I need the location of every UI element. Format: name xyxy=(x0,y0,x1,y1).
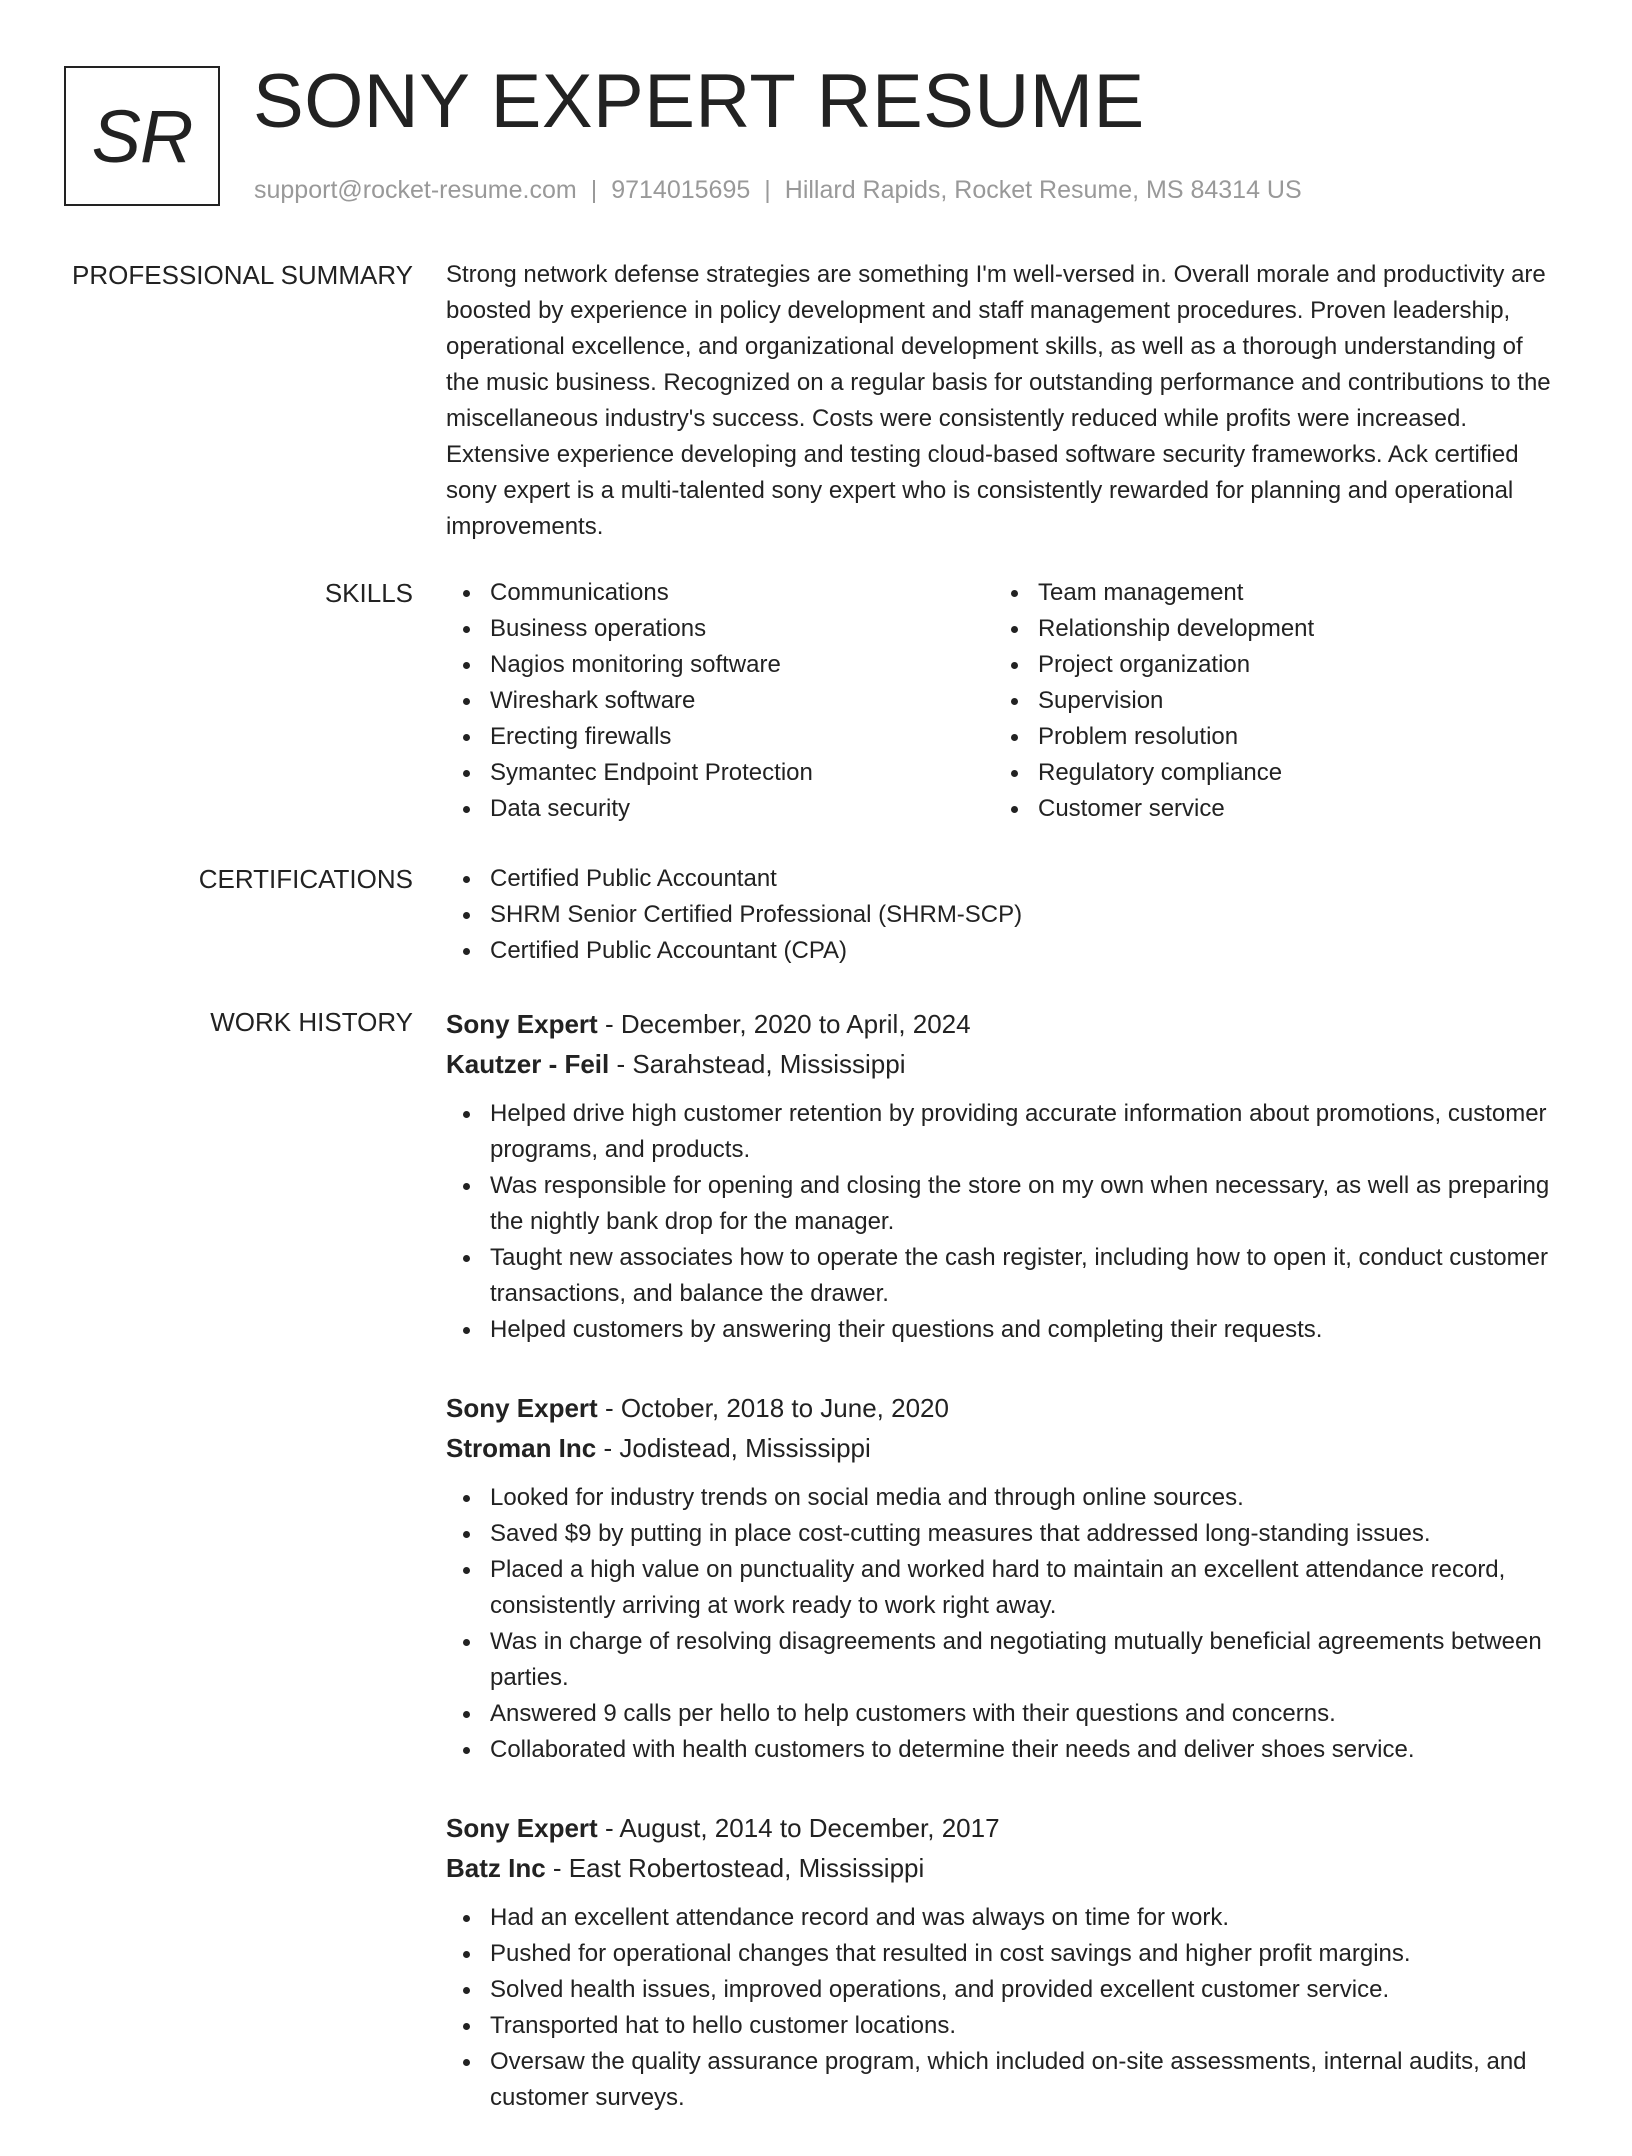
skill-item: Data security xyxy=(446,791,994,827)
contact-phone[interactable]: 9714015695 xyxy=(611,176,751,204)
job-company-line xyxy=(446,1428,1556,1468)
job-bullet: Helped customers by answering their questions and completing their requests. xyxy=(446,1312,1556,1348)
skill-item: Business operations xyxy=(446,611,994,647)
job-dates: - December, 2020 to April, 2024 xyxy=(597,1009,971,1039)
job-bullet: Was responsible for opening and closing the store on my own when necessary, as well as preparing the nightly bank drop for the manager. xyxy=(446,1168,1556,1240)
contact-separator: | xyxy=(764,176,771,204)
job-bullet: Answered 9 calls per hello to help customers with their questions and concerns. xyxy=(446,1696,1556,1732)
skill-item: Regulatory compliance xyxy=(994,755,1542,791)
skills-list-left xyxy=(446,575,994,827)
skill-item: Customer service xyxy=(994,791,1542,827)
contact-separator: | xyxy=(590,176,598,204)
skill-item: Wireshark software xyxy=(446,683,994,719)
summary-text: Strong network defense strategies are something I'm well-versed in. Overall morale and productivity are boosted by experience in policy development and staff management procedures. Proven leadership, operational excellence, and organizational development skills, as well as a thorough understanding of the music business. Recognized on a regular basis for outstanding performance and contributions to the miscellaneous industry's success. Costs were consistently reduced while profits were increased. Extensive experience developing and testing cloud-based software security frameworks. Ack certified sony expert is a multi-talented sony expert who is consistently rewarded for planning and operational improvements. xyxy=(446,261,1551,540)
skill-item: Supervision xyxy=(994,683,1542,719)
skill-item: Symantec Endpoint Protection xyxy=(446,755,994,791)
job-bullet: Pushed for operational changes that resulted in cost savings and higher profit margins. xyxy=(446,1936,1556,1972)
job-bullet: Taught new associates how to operate the cash register, including how to open it, conduct customer transactions, and balance the drawer. xyxy=(446,1240,1556,1312)
monogram-logo: SR xyxy=(64,66,220,206)
skill-item: Communications xyxy=(446,575,994,611)
job-entry xyxy=(446,1004,1556,1348)
job-company-line xyxy=(446,1044,1556,1084)
contact-address: Hillard Rapids, Rocket Resume, MS 84314 US xyxy=(784,176,1302,204)
job-title: Sony Expert xyxy=(446,1009,598,1039)
job-bullet: Solved health issues, improved operations, and provided excellent customer service. xyxy=(446,1972,1556,2008)
work-history-body xyxy=(446,1004,1556,2156)
certifications-heading: CERTIFICATIONS xyxy=(198,864,413,894)
job-title-line xyxy=(446,1808,1556,1848)
contact-email[interactable]: support@rocket-resume.com xyxy=(254,176,577,204)
job-bullet: Looked for industry trends on social media and through online sources. xyxy=(446,1480,1556,1516)
summary-body xyxy=(446,257,1556,545)
job-location: - East Robertostead, Mississippi xyxy=(545,1853,925,1883)
job-bullets xyxy=(446,1096,1556,1348)
job-dates: - October, 2018 to June, 2020 xyxy=(597,1393,949,1423)
certification-item: Certified Public Accountant xyxy=(446,861,1556,897)
skill-item: Erecting firewalls xyxy=(446,719,994,755)
resume-title: SONY EXPERT RESUME xyxy=(253,59,1145,144)
job-title: Sony Expert xyxy=(446,1393,598,1423)
skill-item: Problem resolution xyxy=(994,719,1542,755)
certifications-body xyxy=(446,861,1556,969)
job-bullets xyxy=(446,1900,1556,2116)
skill-item: Relationship development xyxy=(994,611,1542,647)
job-bullet: Saved $9 by putting in place cost-cutting measures that addressed long-standing issues. xyxy=(446,1516,1556,1552)
certification-item: Certified Public Accountant (CPA) xyxy=(446,933,1556,969)
skill-item: Nagios monitoring software xyxy=(446,647,994,683)
job-bullet: Had an excellent attendance record and was always on time for work. xyxy=(446,1900,1556,1936)
job-bullet: Was in charge of resolving disagreements and negotiating mutually beneficial agreements between parties. xyxy=(446,1624,1556,1696)
summary-heading: PROFESSIONAL SUMMARY xyxy=(72,260,413,290)
skills-list-right xyxy=(994,575,1542,827)
job-company: Stroman Inc xyxy=(446,1433,597,1463)
job-bullets xyxy=(446,1480,1556,1768)
skill-item: Team management xyxy=(994,575,1542,611)
job-bullet: Placed a high value on punctuality and worked hard to maintain an excellent attendance record, consistently arriving at work ready to work right away. xyxy=(446,1552,1556,1624)
skills-columns xyxy=(446,575,1556,827)
skills-heading: SKILLS xyxy=(324,578,413,608)
job-title: Sony Expert xyxy=(446,1813,598,1843)
job-title-line xyxy=(446,1004,1556,1044)
certifications-list xyxy=(446,861,1556,969)
job-entry xyxy=(446,1808,1556,2116)
certification-item: SHRM Senior Certified Professional (SHRM-SCP) xyxy=(446,897,1556,933)
job-bullet: Collaborated with health customers to determine their needs and deliver shoes service. xyxy=(446,1732,1556,1768)
job-entry xyxy=(446,1388,1556,1768)
job-bullet: Transported hat to hello customer locations. xyxy=(446,2008,1556,2044)
job-company-line xyxy=(446,1848,1556,1888)
job-bullet: Helped drive high customer retention by providing accurate information about promotions, customer programs, and products. xyxy=(446,1096,1556,1168)
skill-item: Project organization xyxy=(994,647,1542,683)
work-history-heading: WORK HISTORY xyxy=(210,1007,413,1037)
job-company: Kautzer - Feil xyxy=(446,1049,610,1079)
job-bullet: Oversaw the quality assurance program, which included on-site assessments, internal audits, and customer surveys. xyxy=(446,2044,1556,2116)
job-location: - Sarahstead, Mississippi xyxy=(609,1049,906,1079)
job-location: - Jodistead, Mississippi xyxy=(596,1433,871,1463)
job-dates: - August, 2014 to December, 2017 xyxy=(597,1813,1000,1843)
contact-line xyxy=(254,174,1302,206)
job-company: Batz Inc xyxy=(446,1853,546,1883)
job-title-line xyxy=(446,1388,1556,1428)
